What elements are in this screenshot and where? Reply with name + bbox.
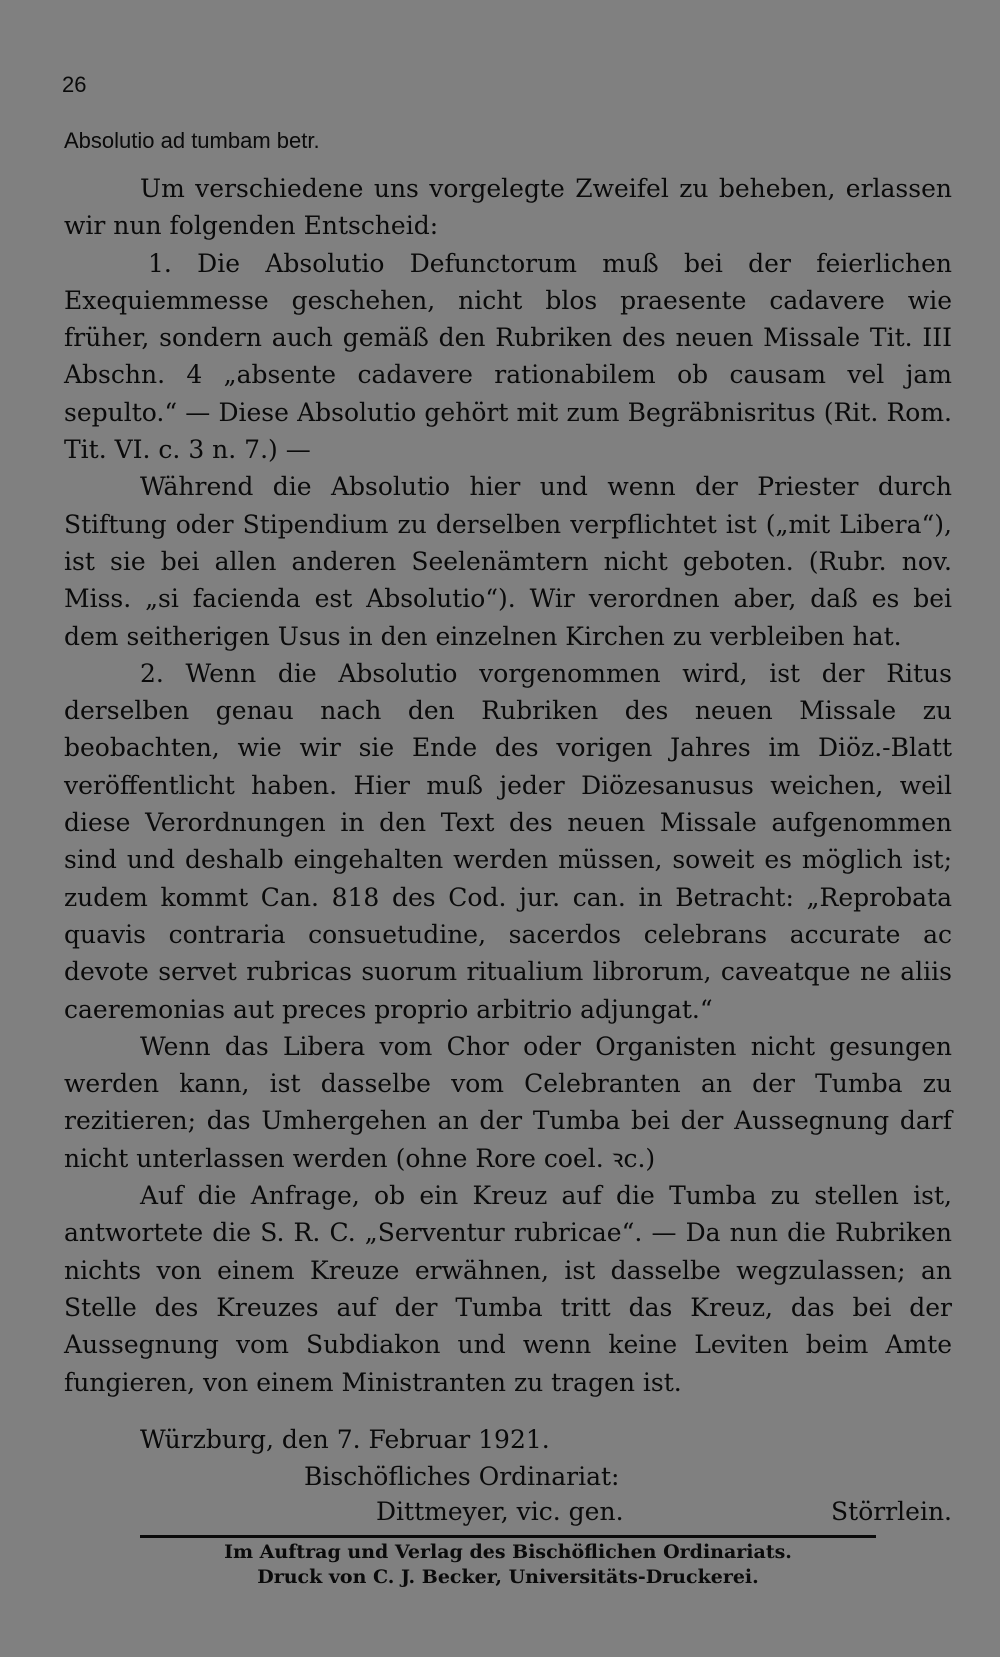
paragraph-point-1: 1. Die Absolutio Defunctorum muß bei der feierlichen Exequiemmesse geschehen, nicht blos praesente cadavere wie früher, sondern auch gemäß den Rubriken des neuen Missale Tit. III Abschn. 4 „absente cadavere rationabilem ob causam vel jam sepulto.“ — Diese Absolutio gehört mit zum Begräbnisritus (Rit. Rom. Tit. VI. c. 3 n. 7.) — xyxy=(64,248,952,465)
section-heading: Absolutio ad tumbam betr. xyxy=(64,128,320,153)
imprint-printer: Druck von C. J. Becker, Universitäts-Druckerei. xyxy=(257,1566,759,1588)
paragraph-intro: Um verschiedene uns vorgelegte Zweifel zu beheben, erlassen wir nun folgenden Entscheid: xyxy=(64,174,952,241)
signer-secretary: Störrlein. xyxy=(831,1497,952,1526)
paragraph-point-1-continued: Während die Absolutio hier und wenn der Priester durch Stiftung oder Stipendium zu derselben verpflichtet ist („mit Libera“), ist sie bei allen anderen Seelenämtern nicht geboten. (Rubr. nov. Miss. „si facienda est Absolutio“). Wir verordnen aber, daß es bei dem seitherigen Usus in den einzelnen Kirchen zu verbleiben hat. xyxy=(64,472,952,651)
paragraph-point-2: 2. Wenn die Absolutio vorgenommen wird, ist der Ritus derselben genau nach den Rubriken des neuen Missale zu beobachten, wie wir sie Ende des vorigen Jahres im Diöz.-Blatt veröffentlicht haben. Hier muß jeder Diözesanusus weichen, weil diese Verordnungen in den Text des neuen Missale aufgenommen sind und deshalb eingehalten werden müssen, soweit es möglich ist; zudem kommt Can. 818 des Cod. jur. can. in Betracht: „Reprobata quavis contraria consuetudine, sacerdos celebrans accurate ac devote servet rubricas suorum ritualium librorum, caveatque ne aliis caeremonias aut preces proprio arbitrio adjungat.“ xyxy=(64,658,952,1024)
signatures xyxy=(64,1497,952,1526)
imprint-publisher: Im Auftrag und Verlag des Bischöflichen Ordinariats. xyxy=(224,1541,792,1563)
body-text xyxy=(64,170,952,1401)
footer-rule xyxy=(140,1535,876,1538)
issuing-office: Bischöfliches Ordinariat: xyxy=(304,1462,620,1491)
signer-vicar-general: Dittmeyer, vic. gen. xyxy=(376,1497,624,1526)
place-date-line: Würzburg, den 7. Februar 1921. xyxy=(140,1425,550,1454)
paragraph-cross: Auf die Anfrage, ob ein Kreuz auf die Tumba zu stellen ist, antwortete die S. R. C. „Serventur rubricae“. — Da nun die Rubriken nichts von einem Kreuze erwähnen, ist dasselbe wegzulassen; an Stelle des Kreuzes auf der Tumba tritt das Kreuz, das bei der Aussegnung vom Subdiakon und wenn keine Leviten beim Amte fungieren, von einem Ministranten zu tragen ist. xyxy=(64,1181,952,1397)
paragraph-libera: Wenn das Libera vom Chor oder Organisten nicht gesungen werden kann, ist dasselbe vom Celebranten an der Tumba zu rezitieren; das Umhergehen an der Tumba bei der Aussegnung darf nicht unterlassen werden (ohne Rore coel. ꝛc.) xyxy=(64,1031,952,1173)
page-number: 26 xyxy=(62,72,87,97)
